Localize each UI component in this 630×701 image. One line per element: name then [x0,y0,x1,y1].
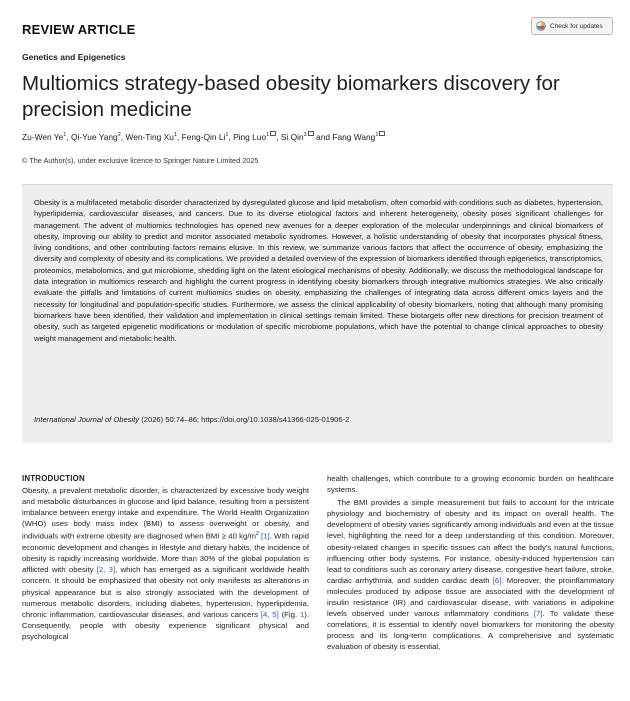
author-name[interactable]: Si Qin [280,131,304,142]
author-affiliation: 1 [375,132,379,138]
reference-link[interactable]: [7] [533,609,543,619]
author-name[interactable]: Wen-Ting Xu [125,131,174,142]
superscript: 2 [255,531,259,538]
author-separator: , [176,131,182,142]
author-list [22,131,622,142]
author-affiliation: 1 [266,132,270,138]
email-icon[interactable] [270,131,276,136]
text-run: The BMI provides a simple measurement but fails to account for the intricate physiology and biochemistry of obesity and its impact on overall health. The development of obesity varies significantly among individuals and even at the tissue level, highlighting the need for a deep understanding of this condition. Moreover, obesity-related changes in specific tissues can affect the body's natural functions, influencing other body systems. For instance, obesity-induced hypertension can lead to conditions such as coronary artery disease, congestive heart failure, stroke, cardiac arrhythmia, and sudden cardiac death [327,498,614,585]
journal-name: International Journal of Obesity [34,415,140,424]
intro-paragraph-continued: health challenges, which contribute to a growing economic burden on healthcare systems. [327,474,614,495]
copyright-line: © The Author(s), under exclusive licence to Springer Nature Limited 2025 [22,156,259,165]
abstract-box [22,184,613,443]
text-run: (Fig. [278,609,300,619]
author-affiliation: 3 [303,132,307,138]
check-updates-icon [536,21,546,31]
author-separator: and [313,131,333,142]
author-affiliation: 1 [173,132,177,138]
author-name[interactable]: Qi-Yue Yang [71,131,118,142]
email-icon[interactable] [379,131,385,136]
intro-right-column [327,473,614,653]
abstract-text: Obesity is a multifaceted metabolic disorder characterized by dysregulated glucose and lipid metabolism, often comorbid with conditions such as diabetes, hypertension, hyperlipidemia, cardiovascular diseases, and cancers. Due to its diverse etiological factors and inherent heterogeneity, obesity poses significant challenges for management. The advent of multiomics technologies has opened new avenues for a deeper exploration of the molecular underpinnings and clinical biomarkers of obesity, improving our ability to predict and monitor associated metabolic syndromes. However, a holistic understanding of obesity that incorporates physical fitness, living conditions, and other contributing factors remains elusive. In this review, we summarize various factors that affect the occurrence of obesity, emphasizing the diversity and complexity of obesity and its complications. We provided a detailed overview of the expression of biomarkers identified through epigenetics, transcriptomics, proteomics, metabolomics, and gut microbiome, shedding light on the latent etiological mechanisms of obesity. Additionally, we discuss the methodological landscape for data integration in multiomics research and highlight the current progress in identifying obesity biomarkers through integrative multiomics strategies. We also critically evaluate the pitfalls and limitations of current multiomics studies on obesity, emphasizing the challenges of integrating data across different omics layers and the necessity for longitudinal and population-specific studies. Furthermore, we assess the clinical applicability of obesity biomarkers, noting that although many promising biomarkers have been identified, their validation and implementation in clinical settings remain limited. These biotargets offer new directions for precision treatment of obesity, such as targeted epigenetic modifications or modulation of specific microbiome populations, which have the potential to change clinical approaches to obesity weight management and metabolic health. [34,198,603,343]
intro-paragraph-1 [22,485,309,642]
citation-details[interactable]: (2026) 50:74–86; https://doi.org/10.1038/s41366-025-01906-2 [139,415,350,424]
reference-link[interactable]: [2, 3] [96,565,116,575]
email-icon[interactable] [308,131,314,136]
author-separator: , [120,131,126,142]
text-run: ). Consequently, people with obesity experience significant physical and psychological [22,609,310,641]
author-name[interactable]: Fang Wang [332,131,376,142]
author-affiliation: 1 [225,132,229,138]
intro-left-column [22,473,309,642]
intro-heading: INTRODUCTION [22,474,85,483]
text-run: , which has emerged as a significant worldwide health concern. It should be emphasized that obesity not only manifests as alterations in physical appearance but is also strongly associated with the development of numerous metabolic disorders, including diabetes, hypertension, hyperlipidemia, chronic inflammation, cardiovascular diseases, and various cancers [22,565,310,619]
figure-link[interactable]: 1 [299,609,305,619]
author-separator: , [276,131,281,142]
text-run: . To validate these correlations, it is essential to identify novel biomarkers for monitoring the obesity process and its long-term complications. A comprehensive and systematic evaluation of obesity is essential, [327,609,614,652]
review-article-label: REVIEW ARTICLE [22,22,136,37]
author-name[interactable]: Zu-Wen Ye [22,131,64,142]
reference-link[interactable]: [1] [260,532,270,542]
check-for-updates-button[interactable] [531,17,613,35]
author-affiliation: 1 [63,132,67,138]
author-name[interactable]: Feng-Qin Li [181,131,226,142]
section-label: Genetics and Epigenetics [22,52,126,62]
reference-link[interactable]: [4, 5] [260,609,279,619]
intro-paragraph-2 [327,497,614,652]
author-name[interactable]: Ping Luo [233,131,267,142]
article-title: Multiomics strategy-based obesity biomarkers discovery for precision medicine [22,72,560,121]
author-separator: , [228,131,234,142]
text-run: . With rapid economic development and changes in lifestyle and dietary habits, the incidence of obesity is rapidly increasing worldwide. More than 30% of the global population is afflicted with obesity [22,532,309,575]
text-run: Obesity, a prevalent metabolic disorder, is characterized by excessive body weight and metabolic disturbances in glucose and lipid balance, resulting from a persistent imbalance between energy intake and expenditure. The World Health Organization (WHO) uses body mass index (BMI) to assess overweight or obesity, and individuals with extreme obesity are diagnosed when BMI ≥ 40 kg/m [22,486,309,542]
check-updates-label: Check for updates [550,22,603,30]
text-run: . Moreover, the proinflammatory molecules produced by adipose tissue are associated with the development of insulin resistance (IR) and cardiovascular disease, with variations in adipokine levels observed under various inflammatory conditions [327,575,614,619]
author-affiliation: 2 [117,132,121,138]
reference-link[interactable]: [6] [492,575,502,585]
author-separator: , [66,131,71,142]
citation-line [34,415,349,424]
